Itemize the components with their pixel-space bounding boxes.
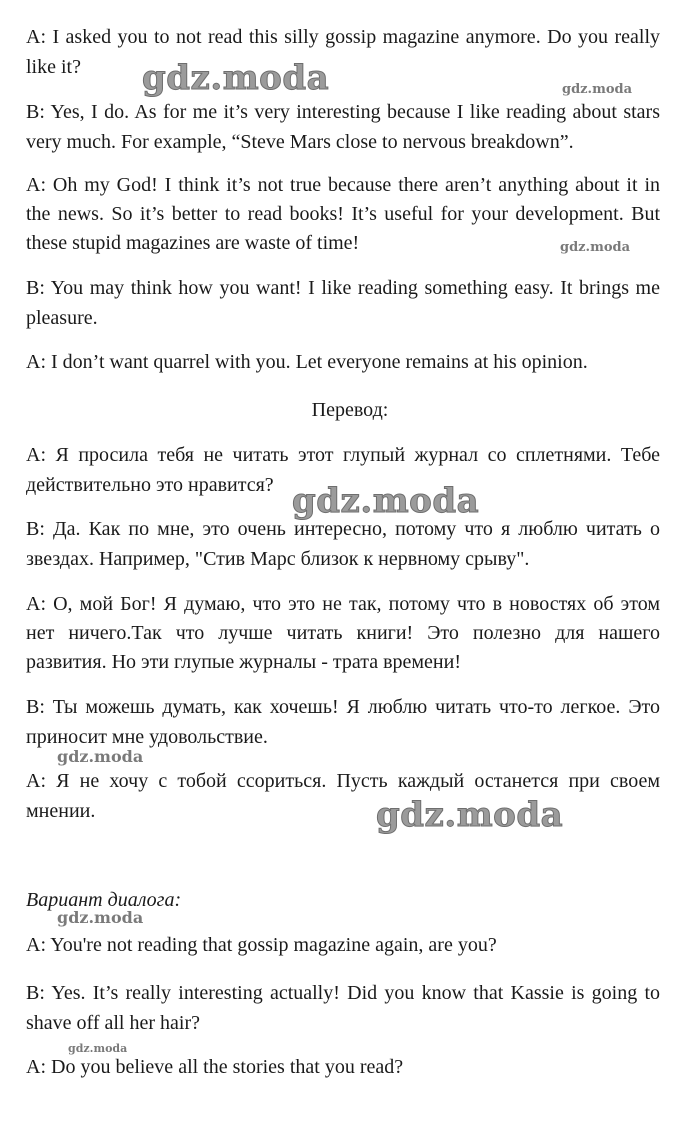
dialogue-en-line-2: B: Yes, I do. As for me it’s very interesting because I like reading about stars very much. For example, “Steve Mars close to nervous breakdown”.	[26, 101, 660, 153]
dialogue-en-line-3: A: Oh my God! I think it’s not true because there aren’t anything about it in the news. So it’s better to read books! It’s useful for your development. But these stupid magazines are waste of time!	[26, 174, 660, 254]
dialogue-ru-line-3: А: О, мой Бог! Я думаю, что это не так, потому что в новостях об этом нет ничего.Так что лучше читать книги! Это полезно для нашего развития. Но эти глупые журналы - трата времени!	[26, 593, 660, 673]
variant-heading: Вариант диалога:	[26, 889, 182, 911]
dialogue-en-line-4: B: You may think how you want! I like reading something easy. It brings me pleasure.	[26, 277, 660, 329]
watermark-logo: gdz.moda	[562, 82, 633, 97]
watermark-logo: gdz.moda	[68, 1042, 128, 1055]
dialogue-ru-line-5: А: Я не хочу с тобой ссориться. Пусть каждый останется при своем мнении.	[26, 770, 660, 822]
dialogue-variant-line-1: A: You're not reading that gossip magazine again, are you?	[26, 934, 497, 956]
dialogue-en-line-1: A: I asked you to not read this silly gossip magazine anymore. Do you really like it?	[26, 26, 660, 78]
dialogue-ru-line-1: А: Я просила тебя не читать этот глупый журнал со сплетнями. Тебе действительно это нравится?	[26, 444, 660, 496]
watermark-logo: gdz.moda	[560, 240, 631, 255]
watermark-logo: gdz.moda	[142, 58, 330, 98]
watermark-logo: gdz.moda	[376, 795, 564, 835]
dialogue-ru-line-4: В: Ты можешь думать, как хочешь! Я люблю читать что-то легкое. Это приносит мне удовольствие.	[26, 696, 660, 748]
watermark-logo: gdz.moda	[57, 747, 144, 766]
dialogue-ru-line-2: В: Да. Как по мне, это очень интересно, потому что я люблю читать о звездах. Например, "Стив Марс близок к нервному срыву".	[26, 518, 660, 570]
translation-heading: Перевод:	[311, 399, 389, 421]
dialogue-variant-line-3: A: Do you believe all the stories that you read?	[26, 1056, 404, 1078]
watermark-logo: gdz.moda	[57, 908, 144, 927]
watermark-logo: gdz.moda	[292, 481, 480, 521]
dialogue-en-line-5: A: I don’t want quarrel with you. Let everyone remains at his opinion.	[26, 351, 588, 373]
dialogue-variant-line-2: B: Yes. It’s really interesting actually! Did you know that Kassie is going to shave off all her hair?	[26, 982, 660, 1034]
